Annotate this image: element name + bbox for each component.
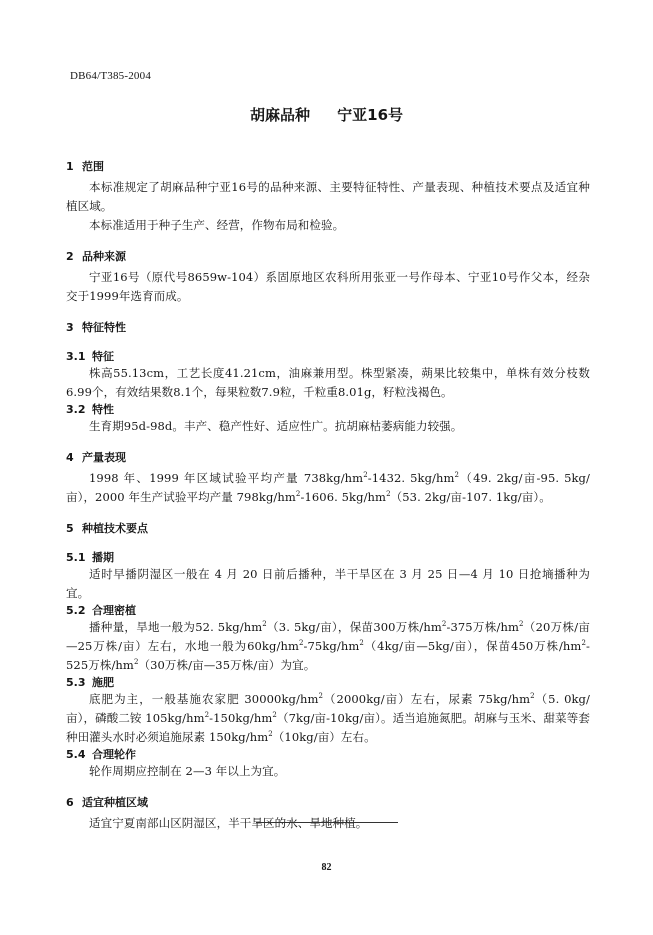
text-run: （53. 2kg/亩-107. 1kg/亩）。: [390, 490, 551, 504]
superscript: 2: [204, 711, 210, 719]
section-number: 4: [66, 451, 74, 464]
superscript: 2: [295, 490, 301, 498]
subsection-5-4-paragraph: 轮作周期应控制在 2—3 年以上为宜。: [89, 764, 286, 778]
text-run: -525万株/hm: [66, 639, 590, 672]
section-title: 适宜种植区域: [82, 796, 148, 809]
section-1-paragraph-1: 本标准规定了胡麻品种宁亚16号的品种来源、主要特征特性、产量表现、种植技术要点及适宜种植区域。: [66, 180, 590, 213]
section-number: 1: [66, 160, 74, 173]
subsection-number: 5.3: [66, 676, 86, 689]
subsection-title: 播期: [92, 551, 114, 564]
section-title: 产量表现: [82, 451, 126, 464]
subsection-title: 特性: [92, 403, 114, 416]
text-run: -1432. 5kg/hm: [367, 471, 455, 485]
section-number: 2: [66, 250, 74, 263]
section-number: 5: [66, 522, 74, 535]
text-run: （49. 2kg/亩-95. 5kg/亩），2000 年生产试验平均产量 798kg/hm: [66, 471, 590, 504]
subsection-title: 合理密植: [92, 604, 136, 617]
text-run: 1998 年、1999 年区域试验平均产量 738kg/hm: [89, 471, 364, 485]
text-run: -375万株/hm: [446, 620, 519, 634]
superscript: 2: [454, 471, 460, 479]
superscript: 2: [133, 658, 139, 666]
text-run: -75kg/hm: [303, 639, 360, 653]
subsection-5-2-heading: [66, 603, 590, 618]
section-3-heading: [66, 320, 590, 335]
superscript: 2: [298, 639, 304, 647]
superscript: 2: [318, 692, 324, 700]
superscript: 2: [262, 620, 267, 628]
subsection-5-3-heading: [66, 675, 590, 690]
text-run: （3. 5kg/亩），保苗300万株/hm: [266, 620, 442, 634]
superscript: 2: [441, 620, 447, 628]
subsection-5-4-heading: [66, 747, 590, 762]
subsection-number: 3.1: [66, 350, 86, 363]
section-6-paragraph: 适宜宁夏南部山区阴湿区，半干旱区的水、旱地种植。: [89, 816, 368, 830]
text-run: （30万株/亩—35万株/亩）为宜。: [138, 658, 316, 672]
document-title: 胡麻品种 宁亚16号: [249, 106, 404, 124]
text-run: 底肥为主，一般基施农家肥 30000kg/hm: [89, 692, 319, 706]
section-title: 种植技术要点: [82, 522, 148, 535]
text-run: -1606. 5kg/hm: [300, 490, 387, 504]
subsection-3-2-heading: [66, 402, 590, 417]
section-1-heading: [66, 159, 590, 174]
text-run: （10kg/亩）左右。: [272, 730, 376, 744]
subsection-5-2-paragraph: [66, 618, 590, 675]
section-5-heading: [66, 521, 590, 536]
subsection-5-1-paragraph: 适时早播阴湿区一般在 4 月 20 日前后播种，半干旱区在 3 月 25 日—4 月 10 日抢墒播种为宜。: [66, 567, 590, 600]
standard-code: DB64/T385-2004: [70, 70, 152, 82]
text-run: （2000kg/亩）左右，尿素 75kg/hm: [323, 692, 531, 706]
section-number: 6: [66, 796, 74, 809]
section-4-heading: [66, 450, 590, 465]
subsection-number: 5.2: [66, 604, 86, 617]
document-body: [66, 159, 590, 833]
section-2-paragraph: 宁亚16号（原代号8659w-104）系固原地区农科所用张亚一号作母本、宁亚10号作父本，经杂交于1999年选育而成。: [66, 270, 590, 303]
superscript: 2: [272, 711, 277, 719]
superscript: 2: [268, 730, 273, 738]
text-run: 播种量，旱地一般为52. 5kg/hm: [89, 620, 263, 634]
superscript: 2: [530, 692, 535, 700]
section-6-heading: [66, 795, 590, 810]
text-run: （7kg/亩-10kg/亩）。适当追施氮肥。胡麻与玉米、甜菜等套种田灌头水时必须追施尿素 150kg/hm: [66, 711, 590, 744]
subsection-5-3-paragraph: [66, 690, 590, 747]
section-2-heading: [66, 249, 590, 264]
subsection-title: 施肥: [92, 676, 114, 689]
subsection-3-1-heading: [66, 349, 590, 364]
text-run: （20万株/亩—25万株/亩）左右，水地一般为60kg/hm: [66, 620, 590, 653]
section-1-paragraph-2: 本标准适用于种子生产、经营，作物布局和检验。: [89, 218, 345, 232]
superscript: 2: [359, 639, 364, 647]
text-run: （4kg/亩—5kg/亩），保苗450万株/hm: [363, 639, 582, 653]
end-rule-divider: [256, 822, 398, 823]
superscript: 2: [519, 620, 524, 628]
superscript: 2: [363, 471, 368, 479]
subsection-number: 3.2: [66, 403, 86, 416]
subsection-5-1-heading: [66, 550, 590, 565]
subsection-title: 特征: [92, 350, 114, 363]
page-number: 82: [321, 862, 332, 873]
subsection-3-1-paragraph: 株高55.13cm，工艺长度41.21cm，油麻兼用型。株型紧凑，蒴果比较集中，单株有效分枝数6.99个，有效结果数8.1个，每果粒数7.9粒，千粒重8.01g，籽粒浅褐色。: [66, 366, 590, 399]
section-number: 3: [66, 321, 74, 334]
subsection-title: 合理轮作: [92, 748, 136, 761]
superscript: 2: [386, 490, 391, 498]
text-run: -150kg/hm: [209, 711, 273, 725]
section-title: 范围: [82, 160, 104, 173]
subsection-number: 5.1: [66, 551, 86, 564]
subsection-3-2-paragraph: 生育期95d-98d。丰产、稳产性好、适应性广。抗胡麻枯萎病能力较强。: [89, 419, 463, 433]
text-run: （5. 0kg/亩），磷酸二铵 105kg/hm: [66, 692, 590, 725]
subsection-number: 5.4: [66, 748, 86, 761]
superscript: 2: [581, 639, 586, 647]
section-title: 品种来源: [82, 250, 126, 263]
section-title: 特征特性: [82, 321, 126, 334]
section-4-paragraph: [66, 469, 590, 507]
